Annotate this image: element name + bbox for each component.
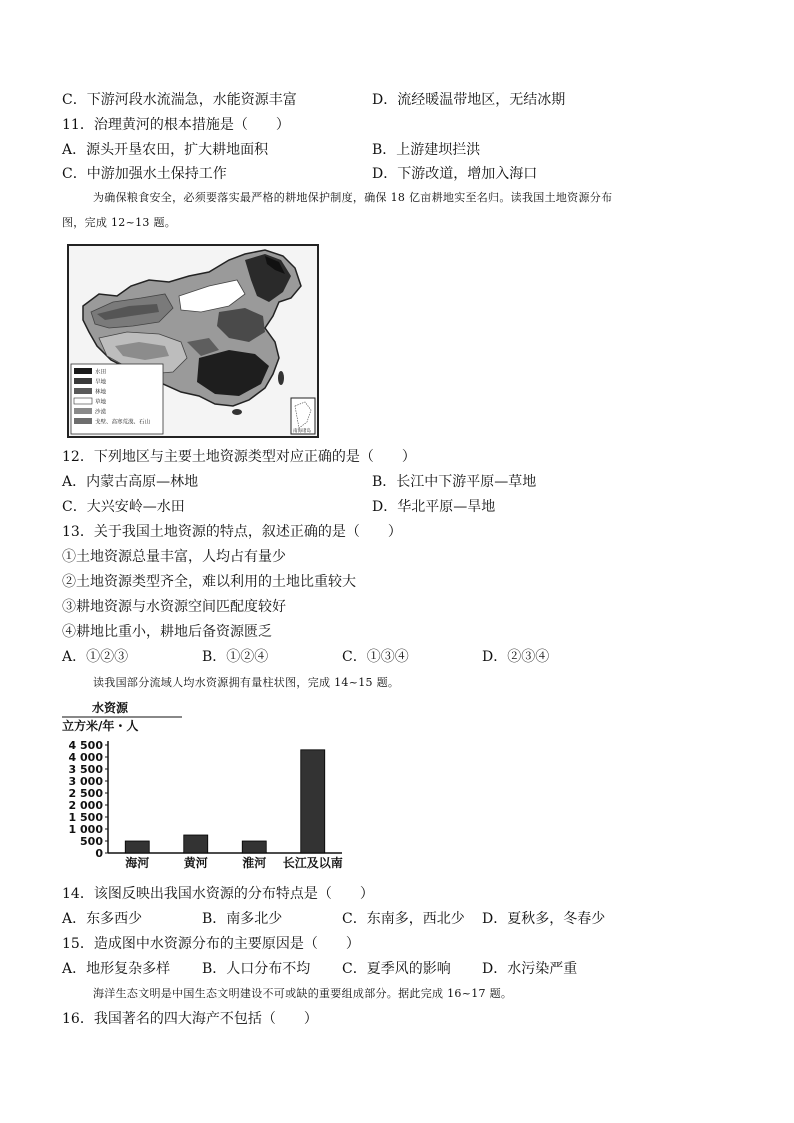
legend-forest: 林地 — [95, 389, 107, 396]
q15-option-d: D．水污染严重 — [482, 961, 578, 977]
q15-stem: 15．造成图中水资源分布的主要原因是（ ） — [62, 936, 360, 952]
q13-statement-1: ①土地资源总量丰富，人均占有量少 — [62, 549, 286, 565]
legend-dryland: 旱地 — [95, 379, 107, 386]
q15-option-b: B．人口分布不均 — [202, 961, 311, 977]
q13-statement-4: ④耕地比重小，耕地后备资源匮乏 — [62, 624, 272, 640]
water-resource-chart — [62, 698, 352, 873]
chart-ylabel: 立方米/年・人 — [62, 719, 139, 733]
y-tick-label: 3 000 — [68, 775, 103, 788]
legend-desert: 沙漠 — [95, 409, 107, 416]
south-china-sea-label: 南海诸岛 — [293, 429, 311, 434]
q12-option-a: A．内蒙古高原—林地 — [62, 474, 199, 490]
q11-option-b: B．上游建坝拦洪 — [372, 142, 481, 158]
intro-16-17: 海洋生态文明是中国生态文明建设不可或缺的重要组成部分。据此完成 16~17 题。 — [93, 987, 513, 1000]
q11-stem: 11．治理黄河的根本措施是（ ） — [62, 117, 290, 133]
q13-option-b: B．①②④ — [202, 649, 269, 665]
q11-option-c: C．中游加强水土保持工作 — [62, 166, 227, 182]
q12-option-b: B．长江中下游平原—草地 — [372, 474, 537, 490]
intro-12-13-line1: 为确保粮食安全，必须要落实最严格的耕地保护制度，确保 18 亿亩耕地实至名归。读我国土地资源分布 — [93, 191, 613, 204]
legend-paddy: 水田 — [95, 369, 107, 376]
q13-statement-2: ②土地资源类型齐全，难以利用的土地比重较大 — [62, 574, 356, 590]
legend-grassland: 草地 — [95, 399, 107, 406]
q10-option-c: C．下游河段水流湍急，水能资源丰富 — [62, 92, 297, 108]
q14-option-b: B．南多北少 — [202, 911, 283, 927]
water-resource-chart-svg — [62, 698, 352, 873]
q14-option-d: D．夏秋多，冬春少 — [482, 911, 606, 927]
q13-option-c: C．①③④ — [342, 649, 409, 665]
intro-12-13-line2: 图，完成 12~13 题。 — [62, 216, 177, 229]
q13-option-a: A．①②③ — [62, 649, 129, 665]
y-tick-label: 0 — [95, 847, 103, 860]
q10-option-d: D．流经暖温带地区，无结冰期 — [372, 92, 566, 108]
bar-黄河 — [184, 835, 208, 853]
china-map-graphic — [69, 246, 317, 436]
chart-title: 水资源 — [92, 701, 129, 715]
q13-statement-3: ③耕地资源与水资源空间匹配度较好 — [62, 599, 286, 615]
y-tick-label: 3 500 — [68, 763, 103, 776]
q12-stem: 12．下列地区与主要土地资源类型对应正确的是（ ） — [62, 449, 416, 465]
intro-14-15: 读我国部分流域人均水资源拥有量柱状图，完成 14~15 题。 — [93, 676, 400, 689]
y-tick-label: 2 000 — [68, 799, 103, 812]
q16-stem: 16．我国著名的四大海产不包括（ ） — [62, 1011, 318, 1027]
q14-stem: 14．该图反映出我国水资源的分布特点是（ ） — [62, 886, 374, 902]
q12-option-d: D．华北平原—旱地 — [372, 499, 496, 515]
q14-option-a: A．东多西少 — [62, 911, 143, 927]
bar-淮河 — [242, 841, 266, 853]
y-tick-label: 4 000 — [68, 751, 103, 764]
category-label: 海河 — [125, 856, 150, 870]
q15-option-a: A．地形复杂多样 — [62, 961, 171, 977]
category-label: 黄河 — [183, 856, 208, 870]
land-resource-map — [67, 244, 319, 438]
q13-stem: 13．关于我国土地资源的特点，叙述正确的是（ ） — [62, 524, 402, 540]
q15-option-c: C．夏季风的影响 — [342, 961, 451, 977]
bar-海河 — [125, 841, 149, 853]
y-tick-label: 500 — [80, 835, 103, 848]
q13-option-d: D．②③④ — [482, 649, 550, 665]
y-tick-label: 2 500 — [68, 787, 103, 800]
category-label: 长江及以南 — [282, 856, 343, 870]
y-tick-label: 4 500 — [68, 739, 103, 752]
q11-option-a: A．源头开垦农田，扩大耕地面积 — [62, 142, 269, 158]
bar-长江及以南 — [301, 750, 325, 853]
legend-gobi: 戈壁、高寒荒漠、石山 — [95, 419, 151, 426]
category-label: 淮河 — [242, 856, 267, 870]
y-tick-label: 1 000 — [68, 823, 103, 836]
y-tick-label: 1 500 — [68, 811, 103, 824]
q11-option-d: D．下游改道，增加入海口 — [372, 166, 538, 182]
q14-option-c: C．东南多，西北少 — [342, 911, 465, 927]
q12-option-c: C．大兴安岭—水田 — [62, 499, 185, 515]
